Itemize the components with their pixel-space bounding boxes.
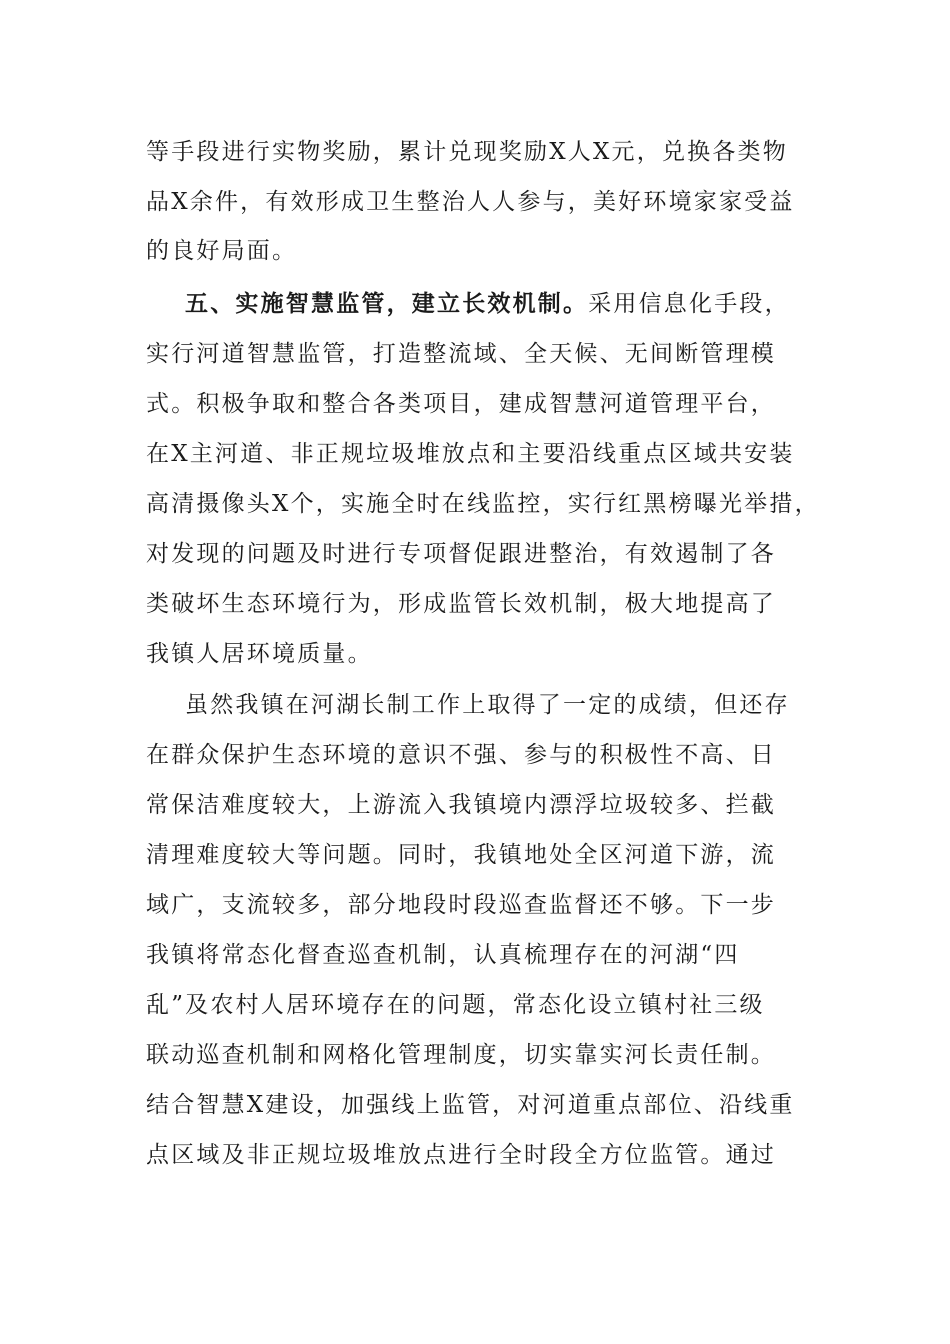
paragraph-line: 乱”及农村人居环境存在的问题，常态化设立镇村社三级	[146, 992, 765, 1018]
paragraph-line: 域广，支流较多，部分地段时段巡查监督还不够。下一步	[146, 892, 776, 918]
paragraph-line: 式。积极争取和整合各类项目，建成智慧河道管理平台，	[146, 391, 776, 417]
paragraph-line: 实行河道智慧监管，打造整流域、全天候、无间断管理模	[146, 341, 776, 367]
paragraph-line: 类破坏生态环境行为，形成监管长效机制，极大地提高了	[146, 591, 776, 617]
paragraph-line: 结合智慧X建设，加强线上监管，对河道重点部位、沿线重	[146, 1092, 795, 1118]
paragraph-line: 等手段进行实物奖励，累计兑现奖励X人X元，兑换各类物	[146, 139, 788, 165]
section-5-heading: 五、实施智慧监管，建立长效机制。	[185, 290, 589, 317]
paragraph-line: 联动巡查机制和网格化管理制度，切实靠实河长责任制。	[146, 1042, 776, 1068]
paragraph-line: 清理难度较大等问题。同时，我镇地处全区河道下游，流	[146, 842, 776, 868]
paragraph-line: 点区域及非正规垃圾堆放点进行全时段全方位监管。通过	[146, 1142, 776, 1168]
paragraph-line: 常保洁难度较大，上游流入我镇境内漂浮垃圾较多、拦截	[146, 792, 776, 818]
paragraph-line: 在群众保护生态环境的意识不强、参与的积极性不高、日	[146, 742, 776, 768]
paragraph-line: 高清摄像头X个，实施全时在线监控，实行红黑榜曝光举措，	[146, 491, 820, 517]
section-5-first-line-text: 采用信息化手段，	[588, 291, 790, 317]
paragraph-line: 在X主河道、非正规垃圾堆放点和主要沿线重点区域共安装	[146, 441, 795, 467]
paragraph-line: 的良好局面。	[146, 238, 298, 264]
paragraph-line: 对发现的问题及时进行专项督促跟进整治，有效遏制了各	[146, 541, 776, 567]
paragraph-line: 我镇人居环境质量。	[146, 641, 373, 667]
section-5-first-line	[185, 284, 835, 324]
paragraph-line: 虽然我镇在河湖长制工作上取得了一定的成绩，但还存	[185, 692, 790, 718]
paragraph-line: 我镇将常态化督查巡查机制，认真梳理存在的河湖“四	[146, 942, 740, 968]
paragraph-line: 品X余件，有效形成卫生整治人人参与，美好环境家家受益	[146, 189, 795, 215]
